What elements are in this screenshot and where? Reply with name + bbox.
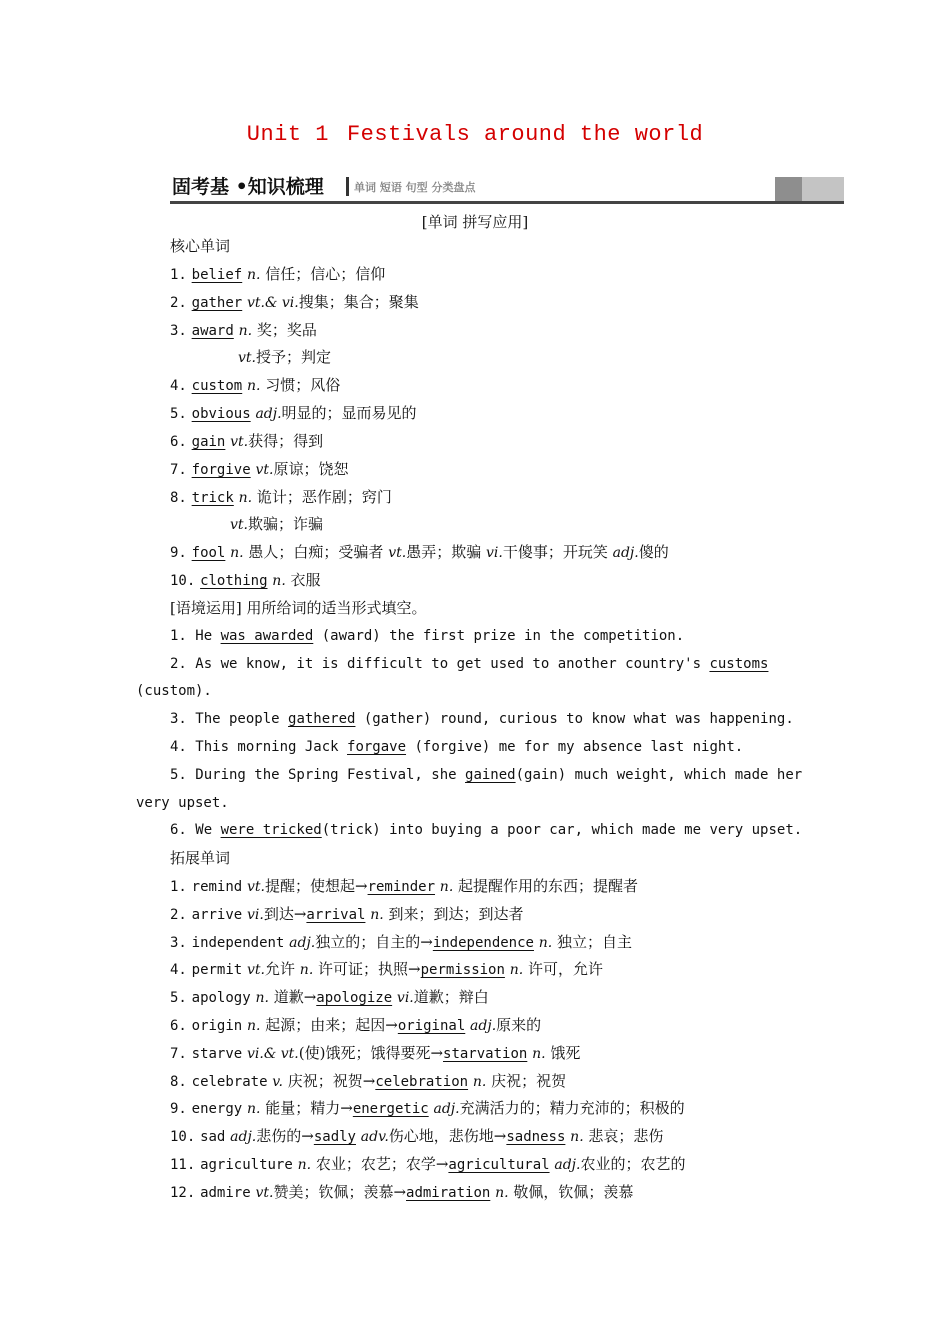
banner-separator (346, 177, 349, 196)
context-item: 4. This morning Jack forgave (forgive) me for my absence last night. (170, 739, 744, 755)
banner-rule (170, 201, 844, 204)
expand-item: 2. arrive vi.到达→arrival n. 到来；到达；到达者 (170, 905, 524, 923)
core-item: 10. clothing n. 衣服 (170, 571, 321, 589)
unit-label: Unit 1 (246, 122, 329, 147)
banner-title: 固考基 •知识梳理 (172, 176, 324, 198)
core-item: 8. trick n. 诡计；恶作剧；窍门 (170, 488, 392, 506)
core-item: 2. gather vt.& vi.搜集；集合；聚集 (170, 293, 419, 311)
banner-block-dark (775, 177, 802, 201)
core-item: 3. award n. 奖；奖品 (170, 321, 317, 339)
expand-item: 5. apology n. 道歉→apologize vi.道歉；辩白 (170, 988, 489, 1006)
core-item: 5. obvious adj.明显的；显而易见的 (170, 404, 417, 422)
core-item: 4. custom n. 习惯；风俗 (170, 376, 341, 394)
context-item-cont: (custom). (136, 683, 212, 699)
expand-item: 7. starve vi.& vt.(使)饿死；饿得要死→starvation n. 饿死 (170, 1044, 581, 1062)
page-title (0, 122, 950, 147)
expand-item: 1. remind vt.提醒；使想起→reminder n. 起提醒作用的东西；提醒者 (170, 877, 639, 895)
expand-item: 10. sad adj.悲伤的→sadly adv.伤心地，悲伤地→sadness n. 悲哀；悲伤 (170, 1127, 664, 1145)
context-item: 3. The people gathered (gather) round, curious to know what was happening. (170, 711, 794, 727)
banner-subtitle: 单词 短语 句型 分类盘点 (354, 181, 476, 194)
core-item: 6. gain vt.获得；得到 (170, 432, 324, 450)
context-item-cont: very upset. (136, 795, 229, 811)
context-item: 5. During the Spring Festival, she gained(gain) much weight, which made her (170, 767, 803, 783)
core-item: 9. fool n. 愚人；白痴；受骗者 vt.愚弄；欺骗 vi.干傻事；开玩笑 adj.傻的 (170, 543, 669, 561)
banner-block-light (802, 177, 844, 201)
core-item: 1. belief n. 信任；信心；信仰 (170, 265, 386, 283)
section-heading: [单词 拼写应用] (421, 213, 529, 231)
expand-item: 8. celebrate v. 庆祝；祝贺→celebration n. 庆祝；祝贺 (170, 1072, 567, 1090)
unit-title: Festivals around the world (346, 122, 704, 147)
context-item: 2. As we know, it is difficult to get used to another country's customs (170, 656, 769, 672)
core-item: 7. forgive vt.原谅；饶恕 (170, 460, 349, 478)
context-item: 1. He was awarded (award) the first prize in the competition. (170, 628, 685, 644)
expand-item: 4. permit vt.允许 n. 许可证；执照→permission n. 许可，允许 (170, 960, 603, 978)
expand-item: 6. origin n. 起源；由来；起因→original adj.原来的 (170, 1016, 542, 1034)
core-item-cont: vt.授予；判定 (238, 348, 332, 366)
context-item: 6. We were tricked(trick) into buying a poor car, which made me very upset. (170, 822, 803, 838)
core-heading: 核心单词 (170, 237, 231, 255)
expand-heading: 拓展单词 (170, 849, 231, 867)
expand-item: 11. agriculture n. 农业；农艺；农学→agricultural adj.农业的；农艺的 (170, 1155, 686, 1173)
expand-item: 9. energy n. 能量；精力→energetic adj.充满活力的；精力充沛的；积极的 (170, 1099, 685, 1117)
expand-item: 12. admire vt.赞美；钦佩；羡慕→admiration n. 敬佩，钦佩；羡慕 (170, 1183, 634, 1201)
section-banner (170, 176, 844, 204)
expand-item: 3. independent adj.独立的；自主的→independence n. 独立；自主 (170, 933, 633, 951)
core-item-cont: vt.欺骗；诈骗 (230, 515, 324, 533)
context-heading: [语境运用] 用所给词的适当形式填空。 (170, 599, 427, 617)
